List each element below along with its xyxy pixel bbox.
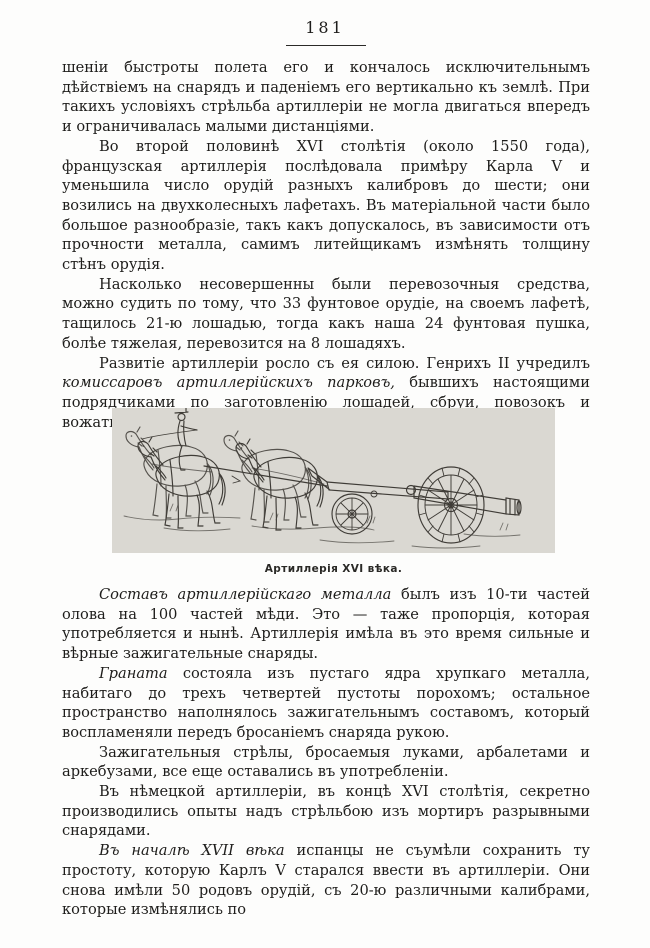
rein-line [142, 430, 197, 439]
text-run: Во второй половинѣ XVI столѣтія (около 1550 года), французская артиллерія послѣдовала примѣру Карла V и уменьшила число орудій разныхъ калибровъ до шести; они возились на двухколесныхъ лафетахъ. Въ матеріальной части было большое разнообразіе, такъ какъ допускалось, въ зависимости отъ прочности металла, самимъ литейщикамъ измѣнять толщину стѣнъ орудія. [62, 137, 590, 274]
paragraph [62, 841, 590, 920]
paragraph [62, 275, 590, 354]
text-run: Насколько несовершенны были перевозочныя средства, можно судить по тому, что 33 фунтовое орудіе, на своемъ лафетѣ, тащилось 21-ю лошадью, тогда какъ наша 24 фунтовая пушка, болѣе тяжелая, перевозится на 8 лошадяхъ. [62, 275, 590, 352]
text-run: Въ нѣмецкой артиллеріи, въ концѣ XVI столѣтія, секретно производились опыты надъ стрѣльбою изъ мортиръ разрывными снарядами. [62, 783, 590, 840]
text-block-bottom [62, 585, 590, 920]
page-number: 181 [305, 18, 345, 37]
text-run: Зажигательныя стрѣлы, бросаемыя луками, арбалетами и аркебузами, все еще оставались въ употребленіи. [62, 743, 590, 781]
figure-artillery-16th-century [112, 408, 555, 575]
engraving-illustration [112, 408, 555, 553]
text-run: шеніи быстроты полета его и кончалось исключительнымъ дѣйствіемъ на снарядъ и паденіемъ его вертикально къ землѣ. При такихъ условіяхъ стрѣльба артиллеріи не могла двигаться впередъ и ограничивалась малыми дистанціями. [62, 59, 590, 136]
text-run: Развитіе артиллеріи росло съ ея силою. Генрихъ II учредилъ [99, 354, 590, 372]
text-block-top [62, 58, 590, 432]
pole-hook [232, 476, 240, 483]
text-run: былъ изъ 10-ти частей олова на 100 частей мѣди. Это — таже пропорція, которая употребляется и нынѣ. Артиллерія имѣла въ это время сильные и вѣрные зажигательные снаряды. [62, 586, 590, 663]
gun-wheel [418, 467, 484, 543]
paragraph [62, 58, 590, 137]
horse-figure [236, 439, 323, 530]
page-number-rule [286, 45, 366, 46]
text-run: состояла изъ пустаго ядра хрупкаго металла, набитаго до трехъ четвертей пустоты порохомъ; остальное пространство наполнялось зажигательнымъ составомъ, который воспламеняли передъ бросаніемъ снаряда рукою. [62, 664, 590, 741]
paragraph [62, 585, 590, 664]
paragraph [62, 664, 590, 743]
paragraph [62, 743, 590, 782]
figure-caption: Артиллерія XVI вѣка. [264, 563, 403, 575]
text-run: бывшихъ настоящими подрядчиками по заготовленію лошадей, сбруи, повозокъ и вожатыхъ, необходимыхъ для передвиженія артиллеріи. [62, 374, 590, 431]
rider-figure [175, 408, 197, 470]
horse-figure [126, 427, 213, 518]
gun-trail-beam [327, 482, 448, 499]
italic-phrase: комиссаровъ артиллерійскихъ парковъ, [62, 374, 395, 392]
italic-phrase: Составъ артиллерійскаго металла [99, 586, 392, 603]
limber-wheel [332, 494, 372, 534]
text-run: испанцы не съумѣли сохранить ту простоту, которую Карлъ V старался ввести въ артиллеріи. Они снова имѣли 50 родовъ орудій, съ 20-ю различными калибрами, которые измѣнялись по [62, 842, 590, 919]
paragraph [62, 137, 590, 275]
italic-phrase: Граната [99, 664, 168, 682]
italic-phrase: Въ началѣ XVII вѣка [99, 842, 285, 860]
paragraph [62, 782, 590, 841]
horse-figure [138, 437, 225, 528]
